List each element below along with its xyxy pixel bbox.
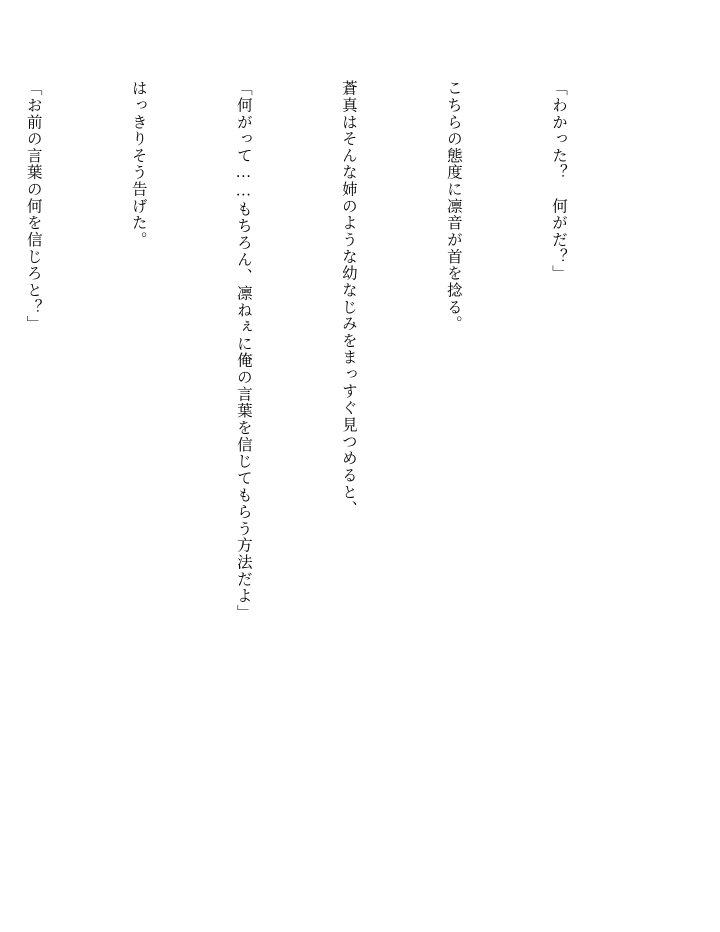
- paragraph: 「何がって……もちろん、凛ねぇに俺の言葉を信じてもらう方法だよ」: [234, 80, 252, 622]
- paragraph: 「わかった？ 何がだ？」: [549, 80, 567, 282]
- paragraph: 蒼真はそんな姉のような幼なじみをまっすぐ見つめると、: [339, 80, 357, 518]
- vertical-text-body: [24, 80, 646, 880]
- paragraph: こちらの態度に凛音が首を捻る。: [444, 80, 462, 333]
- paragraph: はっきりそう告げた。: [129, 80, 147, 249]
- paragraph: 「お前の言葉の何を信じろと？」: [24, 80, 42, 333]
